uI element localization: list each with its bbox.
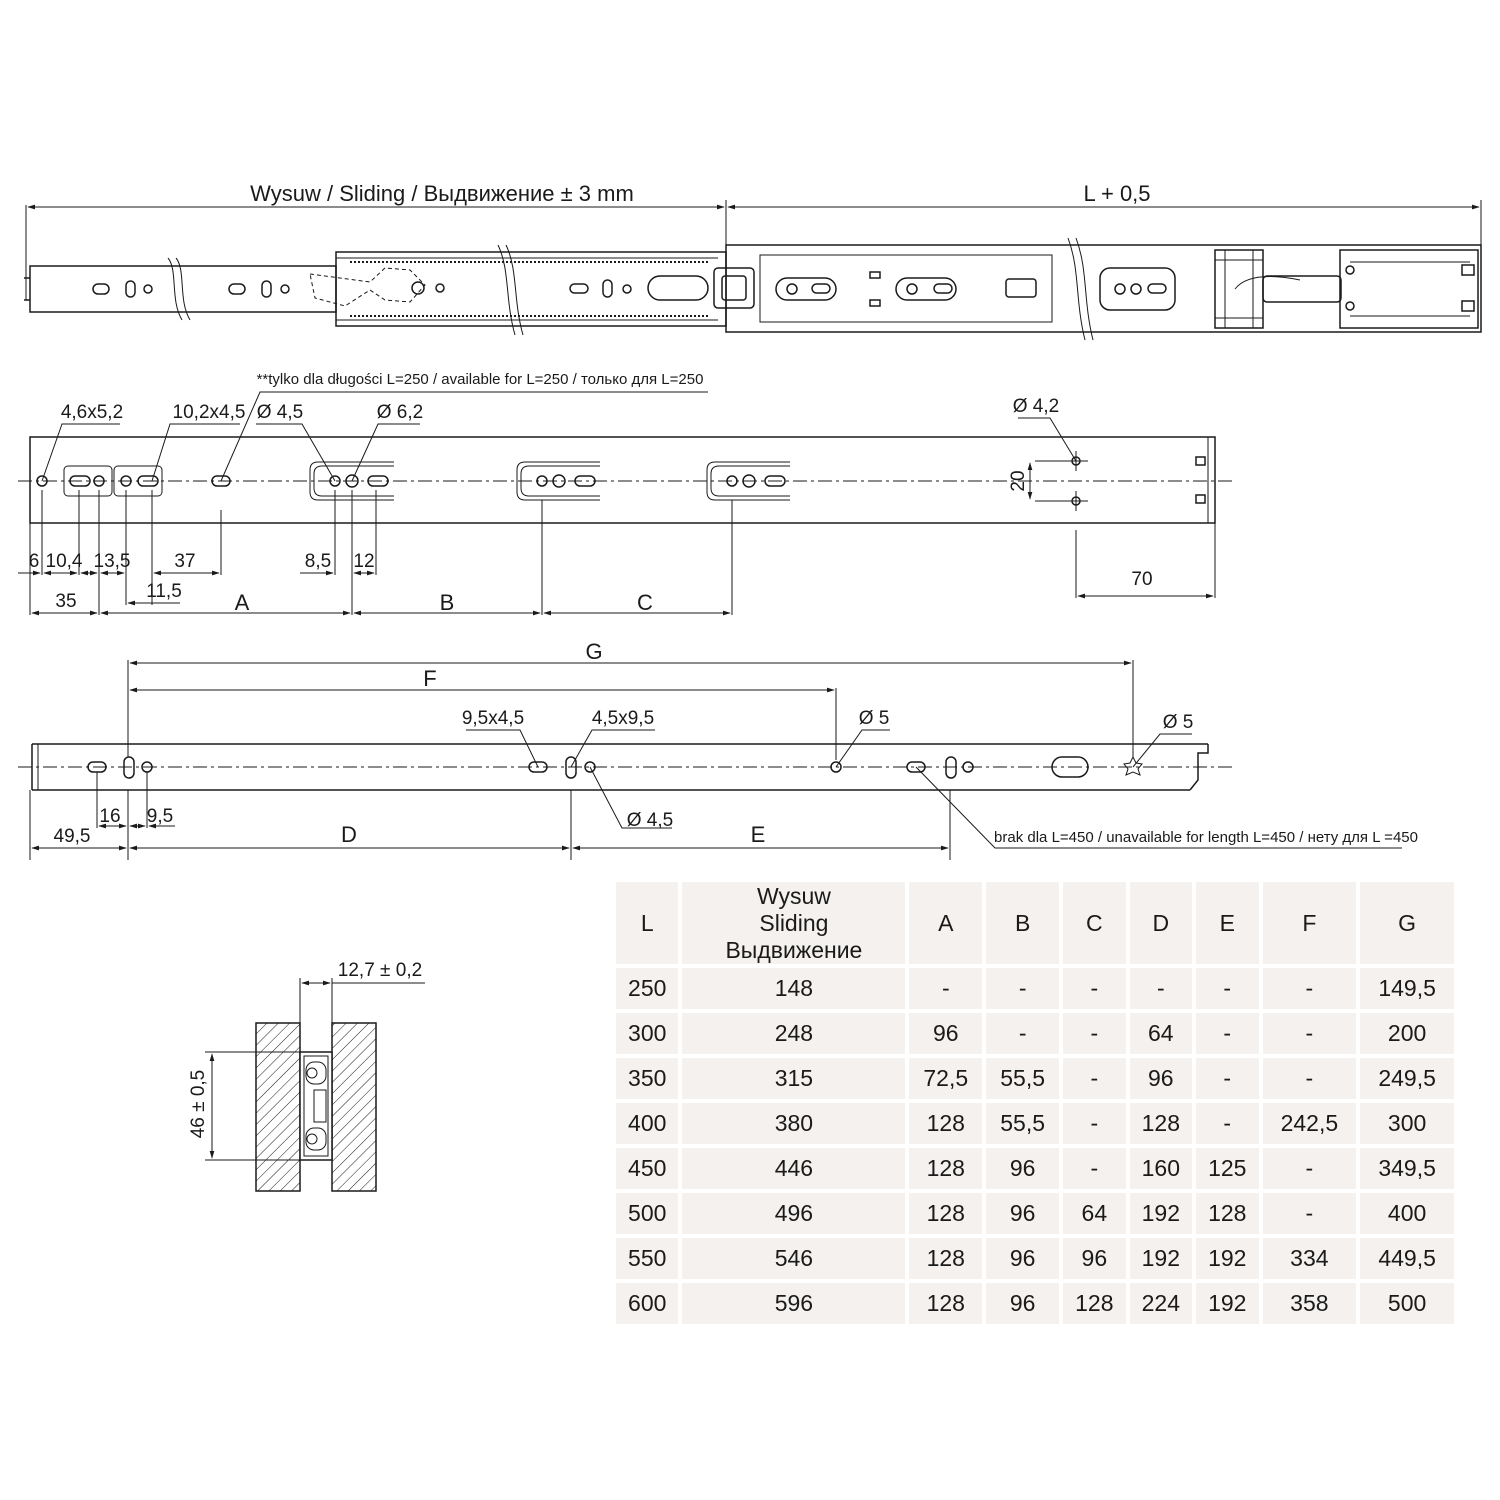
dim-70: 70 <box>1131 569 1153 590</box>
cross-section-view <box>205 978 425 1191</box>
table-row <box>616 1148 1454 1189</box>
hole-d4-5-bottom-label: Ø 4,5 <box>626 810 674 831</box>
hole-d4-2-label: Ø 4,2 <box>1012 396 1060 417</box>
table-cell: 192 <box>1196 1238 1258 1279</box>
table-cell: 349,5 <box>1360 1148 1454 1189</box>
table-cell: - <box>1196 1103 1258 1144</box>
table-row <box>616 1058 1454 1099</box>
table-cell: - <box>1263 968 1357 1009</box>
table-cell: - <box>1263 1148 1357 1189</box>
table-cell: 96 <box>909 1013 982 1054</box>
table-cell: 96 <box>986 1283 1059 1324</box>
table-cell: 400 <box>616 1103 678 1144</box>
table-cell: - <box>1196 968 1258 1009</box>
header-L: L <box>616 882 678 964</box>
dim-E: E <box>750 822 766 847</box>
table-cell: 96 <box>986 1148 1059 1189</box>
dim-16: 16 <box>99 806 121 827</box>
hole-d4-5-label: Ø 4,5 <box>256 402 304 423</box>
table-cell: - <box>909 968 982 1009</box>
dim-10-4: 10,4 <box>45 551 83 572</box>
table-row <box>616 1238 1454 1279</box>
header-E: E <box>1196 882 1258 964</box>
table-cell: 500 <box>616 1193 678 1234</box>
table-cell: 96 <box>1063 1238 1125 1279</box>
table-cell: 358 <box>1263 1283 1357 1324</box>
dim-D: D <box>341 822 357 847</box>
table-cell: 242,5 <box>1263 1103 1357 1144</box>
sliding-label: Wysuw / Sliding / Выдвижение ± 3 mm <box>250 181 634 206</box>
table-cell: 192 <box>1130 1238 1192 1279</box>
table-cell: 380 <box>682 1103 905 1144</box>
table-row <box>616 1193 1454 1234</box>
drawer-member-labels <box>54 639 1418 847</box>
header-sliding-ru: Выдвижение <box>725 936 863 963</box>
table-cell: 128 <box>909 1193 982 1234</box>
cabinet-member-labels <box>29 371 1153 615</box>
dim-46: 46 ± 0,5 <box>188 1069 209 1139</box>
table-cell: 96 <box>986 1238 1059 1279</box>
length-label: L + 0,5 <box>1083 181 1151 206</box>
table-cell: 128 <box>1196 1193 1258 1234</box>
dim-A: A <box>234 590 250 615</box>
dim-11-5: 11,5 <box>146 581 182 602</box>
table-cell: 192 <box>1130 1193 1192 1234</box>
table-cell: 128 <box>1063 1283 1125 1324</box>
dim-13-5: 13,5 <box>93 551 131 572</box>
table-cell: 128 <box>909 1148 982 1189</box>
table-cell: 450 <box>616 1148 678 1189</box>
header-D: D <box>1130 882 1192 964</box>
table-cell: 248 <box>682 1013 905 1054</box>
table-cell: 148 <box>682 968 905 1009</box>
table-cell: - <box>986 1013 1059 1054</box>
header-sliding <box>682 882 905 964</box>
table-cell: 64 <box>1130 1013 1192 1054</box>
dim-49-5: 49,5 <box>53 826 91 847</box>
header-sliding-pl: Wysuw <box>756 882 831 909</box>
table-body <box>616 968 1454 1324</box>
table-row <box>616 1283 1454 1324</box>
slide-extended-view <box>24 200 1481 340</box>
table-cell: 596 <box>682 1283 905 1324</box>
table-cell: - <box>1063 1058 1125 1099</box>
table-cell: 496 <box>682 1193 905 1234</box>
dim-20: 20 <box>1008 470 1029 492</box>
table-header-row <box>616 882 1454 964</box>
table-cell: 300 <box>1360 1103 1454 1144</box>
table-cell: 128 <box>1130 1103 1192 1144</box>
table-cell: 249,5 <box>1360 1058 1454 1099</box>
header-B: B <box>986 882 1059 964</box>
table-cell: 72,5 <box>909 1058 982 1099</box>
table-cell: 446 <box>682 1148 905 1189</box>
table-cell: 200 <box>1360 1013 1454 1054</box>
table-cell: 315 <box>682 1058 905 1099</box>
table-cell: 55,5 <box>986 1103 1059 1144</box>
table-cell: 500 <box>1360 1283 1454 1324</box>
hole-9-5x4-5-label: 9,5x4,5 <box>461 708 525 729</box>
table-cell: - <box>1063 1103 1125 1144</box>
hole-4-6x5-2-label: 4,6x5,2 <box>60 402 124 423</box>
table-cell: 300 <box>616 1013 678 1054</box>
hole-d5-label-b: Ø 5 <box>1162 712 1194 733</box>
table-cell: 224 <box>1130 1283 1192 1324</box>
table-cell: 250 <box>616 968 678 1009</box>
table-cell: 55,5 <box>986 1058 1059 1099</box>
table-cell: 400 <box>1360 1193 1454 1234</box>
table-cell: - <box>1263 1193 1357 1234</box>
hole-d5-label-a: Ø 5 <box>858 708 890 729</box>
table-cell: - <box>1063 1013 1125 1054</box>
header-G: G <box>1360 882 1454 964</box>
dim-G: G <box>585 639 603 664</box>
dim-B: B <box>439 590 455 615</box>
table-cell: 600 <box>616 1283 678 1324</box>
dimension-table <box>612 878 1458 1328</box>
table-cell: 125 <box>1196 1148 1258 1189</box>
table-cell: 128 <box>909 1238 982 1279</box>
table-row <box>616 968 1454 1009</box>
dim-37: 37 <box>174 551 196 572</box>
table-cell: - <box>1196 1058 1258 1099</box>
table-cell: - <box>1263 1058 1357 1099</box>
table-cell: 128 <box>909 1283 982 1324</box>
note-l250: **tylko dla długości L=250 / available for L=250 / только для L=250 <box>256 371 704 388</box>
table-cell: 64 <box>1063 1193 1125 1234</box>
table-cell: - <box>1130 968 1192 1009</box>
table-cell: 192 <box>1196 1283 1258 1324</box>
table-cell: - <box>1063 1148 1125 1189</box>
header-A: A <box>909 882 982 964</box>
hole-10-2x4-5-label: 10,2x4,5 <box>172 402 246 423</box>
dim-C: C <box>637 590 653 615</box>
dim-12: 12 <box>353 551 375 572</box>
table-cell: 550 <box>616 1238 678 1279</box>
table-cell: 128 <box>909 1103 982 1144</box>
table-cell: - <box>1063 968 1125 1009</box>
table-cell: 160 <box>1130 1148 1192 1189</box>
dim-6: 6 <box>28 551 40 572</box>
table-cell: - <box>1196 1013 1258 1054</box>
table-cell: 149,5 <box>1360 968 1454 1009</box>
header-C: C <box>1063 882 1125 964</box>
hole-d6-2-label: Ø 6,2 <box>376 402 424 423</box>
table-cell: 96 <box>1130 1058 1192 1099</box>
table-cell: - <box>986 968 1059 1009</box>
table-cell: 350 <box>616 1058 678 1099</box>
header-F: F <box>1263 882 1357 964</box>
hole-4-5x9-5-label: 4,5x9,5 <box>591 708 655 729</box>
dim-12-7: 12,7 ± 0,2 <box>337 960 423 981</box>
table-cell: 96 <box>986 1193 1059 1234</box>
dim-F: F <box>423 666 437 691</box>
dim-35: 35 <box>55 591 77 612</box>
dim-8-5: 8,5 <box>304 551 332 572</box>
cabinet-member-view <box>18 392 1235 615</box>
table-cell: - <box>1263 1013 1357 1054</box>
note-l450: brak dla L=450 / unavailable for length L=450 / нету для L =450 <box>994 829 1418 846</box>
table-cell: 546 <box>682 1238 905 1279</box>
table-row <box>616 1013 1454 1054</box>
dim-9-5: 9,5 <box>146 806 174 827</box>
table-cell: 334 <box>1263 1238 1357 1279</box>
table-cell: 449,5 <box>1360 1238 1454 1279</box>
table-row <box>616 1103 1454 1144</box>
header-sliding-en: Sliding <box>759 909 829 936</box>
